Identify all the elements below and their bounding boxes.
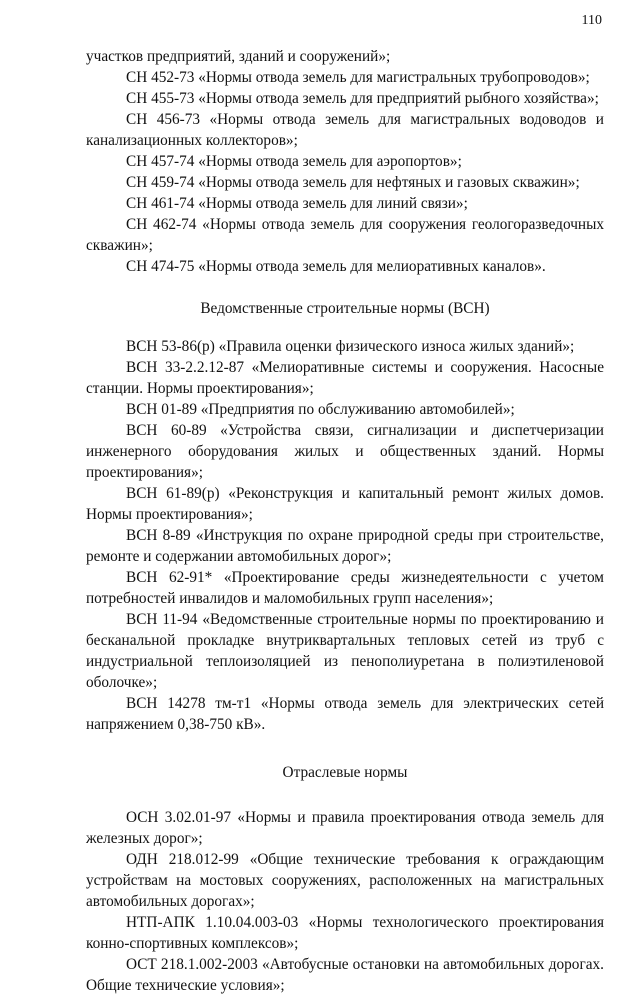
list-item: ОСТ 218.1.002-2003 «Автобусные остановки на автомобильных дорогах. Общие технические условия»; [86,956,604,994]
list-item: ВСН 14278 тм-т1 «Нормы отвода земель для электрических сетей напряжением 0,38-750 кВ». [86,695,604,733]
list-item: СН 455-73 «Нормы отвода земель для предприятий рыбного хозяйства»; [126,90,599,107]
list-item: НТП-АПК 1.10.04.003-03 «Нормы технологического проектирования конно-спортивных комплексов»; [86,914,604,952]
document-body [86,46,604,996]
list-item: СН 456-73 «Нормы отвода земель для магистральных водоводов и канализационных коллекторов»; [86,111,604,149]
list-item: СН 462-74 «Нормы отвода земель для сооружения геологоразведочных скважин»; [86,216,604,254]
list-item: ВСН 8-89 «Инструкция по охране природной среды при строительстве, ремонте и содержании автомобильных дорог»; [86,527,604,565]
list-item: ВСН 33-2.2.12-87 «Мелиоративные системы и сооружения. Насосные станции. Нормы проектирования»; [86,359,604,397]
list-item: ВСН 61-89(р) «Реконструкция и капитальный ремонт жилых домов. Нормы проектирования»; [86,485,604,523]
list-item: СН 474-75 «Нормы отвода земель для мелиоративных каналов». [126,258,546,275]
list-item: участков предприятий, зданий и сооружений»; [86,48,391,65]
section-heading-vsn: Ведомственные строительные нормы (ВСН) [200,300,490,317]
list-item: СН 452-73 «Нормы отвода земель для магистральных трубопроводов»; [126,69,590,86]
list-item: СН 459-74 «Нормы отвода земель для нефтяных и газовых скважин»; [126,174,580,191]
list-item: СН 461-74 «Нормы отвода земель для линий связи»; [126,195,468,212]
list-item: ВСН 01-89 «Предприятия по обслуживанию автомобилей»; [126,401,515,418]
list-item: ВСН 53-86(р) «Правила оценки физического износа жилых зданий»; [126,338,575,355]
section-heading-industry: Отраслевые нормы [282,764,408,781]
list-item: ОСН 3.02.01-97 «Нормы и правила проектирования отвода земель для железных дорог»; [86,809,604,847]
list-item: ВСН 60-89 «Устройства связи, сигнализации и диспетчеризации инженерного оборудования жилых и общественных зданий. Нормы проектирования»; [86,422,604,481]
list-item: ВСН 11-94 «Ведомственные строительные нормы по проектированию и бесканальной прокладке внутриквартальных тепловых сетей из труб с индустриальной теплоизоляцией из пенополиуретана в полиэтиленовой оболочке»; [86,611,604,691]
list-item: ОДН 218.012-99 «Общие технические требования к ограждающим устройствам на мостовых сооружениях, расположенных на магистральных автомобильных дорогах»; [86,851,604,910]
list-item: ВСН 62-91* «Проектирование среды жизнедеятельности с учетом потребностей инвалидов и маломобильных групп населения»; [86,569,604,607]
list-item: СН 457-74 «Нормы отвода земель для аэропортов»; [126,153,462,170]
page-number: 110 [581,13,602,28]
